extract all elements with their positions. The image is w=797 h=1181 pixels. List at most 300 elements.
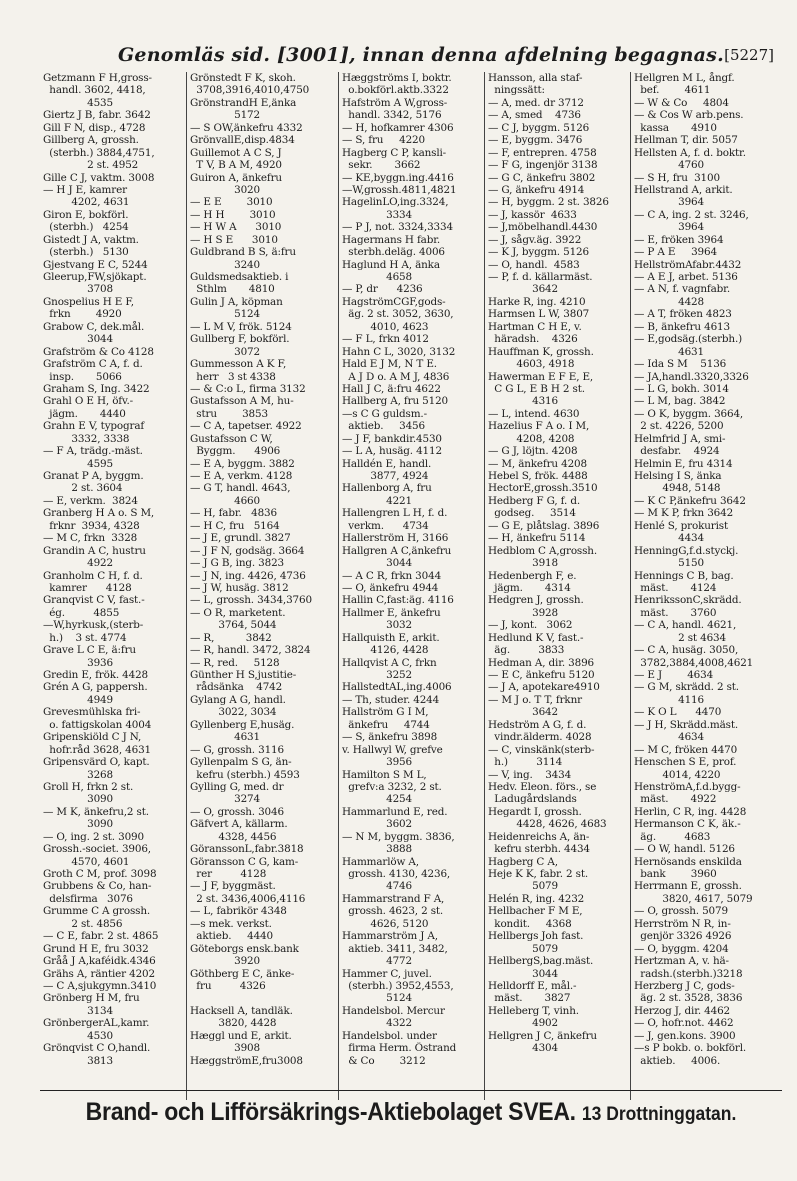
- directory-entry-line: 3134: [43, 1004, 113, 1017]
- directory-entry-line: 3642: [488, 283, 558, 296]
- directory-entry-line: — F G, ingenjör 3138: [488, 159, 598, 172]
- directory-entry-line: mäst. 4124: [634, 581, 717, 594]
- directory-entry-line: Guldbrand B S, ä:fru: [190, 246, 296, 259]
- directory-entry-line: 5079: [488, 880, 558, 893]
- directory-entry-line: Gyllenberg E,husäg.: [190, 718, 295, 731]
- directory-entry-line: Herrström N R, in-: [634, 917, 731, 930]
- directory-entry-line: aktieb. 3456: [342, 420, 425, 433]
- directory-entry-line: — K C P,änkefru 3642: [634, 494, 746, 507]
- directory-entry-line: 3044: [342, 557, 412, 570]
- directory-entry-line: 4208, 4208: [488, 432, 575, 445]
- directory-entry-line: — O, änkefru 4944: [342, 581, 439, 594]
- directory-entry-line: 4304: [488, 1042, 558, 1055]
- directory-entry-line: Granholm C H, f. d.: [43, 569, 143, 582]
- directory-entry-line: — H W A 3010: [190, 221, 282, 234]
- directory-entry-line: 5124: [190, 308, 260, 321]
- directory-column-1: [40, 72, 186, 1100]
- directory-entry-line: 4631: [190, 731, 260, 744]
- directory-entry-line: — J, sågv.äg. 3922: [488, 233, 582, 246]
- directory-entry-line: — O W, handl. 5126: [634, 843, 735, 856]
- directory-entry-line: godseg. 3514: [488, 507, 576, 520]
- directory-entry-line: — H, hofkamrer 4306: [342, 121, 454, 134]
- directory-entry-line: — A C R, frkn 3044: [342, 569, 442, 582]
- directory-entry-line: 4221: [342, 494, 412, 507]
- directory-entry-line: 2 st 4634: [634, 631, 726, 644]
- directory-entry-line: — J F, byggmäst.: [190, 880, 276, 893]
- directory-entry-line: Hegardt I, grossh.: [488, 805, 582, 818]
- directory-entry-line: 3918: [488, 557, 558, 570]
- directory-entry-line: — S, änkefru 3898: [342, 731, 438, 744]
- directory-entry-line: Groth C M, prof. 3098: [43, 868, 157, 880]
- directory-entry-line: — C A, husäg. 3050,: [634, 644, 739, 657]
- directory-entry-line: 4948, 5148: [634, 482, 721, 495]
- directory-entry-line: Hagberg C A,: [488, 855, 558, 868]
- directory-entry-line: — R, handl. 3472, 3824: [190, 644, 311, 657]
- directory-entry-line: 4760: [634, 159, 704, 172]
- directory-entry-line: — H, byggm. 2 st. 3826: [488, 196, 609, 209]
- directory-entry-line: 3708: [43, 283, 113, 296]
- directory-entry-line: Hallström G I M,: [342, 706, 429, 719]
- directory-entry-line: 4660: [190, 494, 260, 507]
- directory-entry-line: [190, 992, 335, 1004]
- directory-entry-line: Hammarström J A,: [342, 930, 438, 943]
- directory-entry-line: kefru (sterbh.) 4593: [190, 768, 300, 781]
- directory-entry-line: HæggströmE,fru3008: [190, 1054, 303, 1067]
- directory-entry-line: 3332, 3338: [43, 432, 130, 445]
- directory-entry-line: Gummesson A K F,: [190, 358, 287, 371]
- directory-entry-line: — L A, husäg. 4112: [342, 445, 442, 458]
- directory-entry-line: Grén A G, pappersh.: [43, 681, 148, 694]
- directory-columns: [40, 72, 782, 1100]
- directory-entry-line: 3782,3884,4008,4621: [634, 656, 754, 669]
- directory-entry-line: 4254: [342, 793, 412, 806]
- directory-entry-line: — P J, not. 3324,3334: [342, 221, 453, 234]
- directory-entry-line: frknr 3934, 4328: [43, 519, 140, 532]
- directory-entry-line: — L M V, frök. 5124: [190, 320, 292, 333]
- directory-entry-line: äg. 3833: [488, 644, 565, 657]
- page-number: [5227]: [724, 46, 774, 64]
- directory-entry-line: — M, änkefru 4208: [488, 457, 587, 470]
- directory-entry-line: — J F, bankdir.4530: [342, 432, 442, 445]
- directory-entry-line: Hagermans H fabr.: [342, 233, 441, 246]
- directory-column-3: [338, 72, 484, 1100]
- directory-entry-line: Grönqvist C O,handl.: [43, 1042, 151, 1055]
- directory-entry-line: 2 st. 4856: [43, 917, 123, 930]
- directory-entry-line: — G M, skrädd. 2 st.: [634, 681, 739, 694]
- directory-entry-line: Hauffman K, grossh.: [488, 345, 594, 358]
- directory-entry-line: — A T, fröken 4823: [634, 308, 732, 321]
- directory-entry-line: Grund H E, fru 3032: [43, 942, 149, 955]
- directory-entry-line: jägm. 4314: [488, 581, 571, 594]
- directory-entry-line: — C E, fabr. 2 st. 4865: [43, 930, 159, 943]
- directory-entry-line: 4535: [43, 96, 113, 109]
- directory-entry-line: — H, änkefru 5114: [488, 532, 586, 545]
- directory-entry-line: Heidenreichs A, än-: [488, 830, 590, 843]
- directory-entry-line: Gylling G, med. dr: [190, 780, 284, 793]
- directory-entry-line: kondit. 4368: [488, 917, 572, 930]
- directory-entry-line: Hedblom C A,grossh.: [488, 544, 597, 557]
- directory-entry-line: — J G B, ing. 3823: [190, 557, 285, 570]
- page-title: Genomläs sid. [3001], innan denna afdelning begagnas.: [118, 44, 724, 66]
- directory-entry-line: Handelsbol. under: [342, 1029, 437, 1042]
- directory-entry-line: Gredin E, frök. 4428: [43, 669, 148, 681]
- directory-entry-line: mäst. 3827: [488, 992, 571, 1005]
- directory-entry-line: Guldsmedsaktieb. i: [190, 271, 289, 283]
- directory-entry-line: 3877, 4924: [342, 470, 429, 482]
- directory-entry-line: T V, B A M, 4920: [190, 159, 282, 172]
- directory-entry-line: 3964: [634, 196, 704, 209]
- directory-entry-line: (sterbh.) 5130: [43, 246, 129, 259]
- directory-entry-line: & Co 3212: [342, 1054, 426, 1067]
- directory-entry-line: delsfirma 3076: [43, 892, 133, 905]
- directory-entry-line: Handelsbol. Mercur: [342, 1004, 445, 1017]
- directory-entry-line: Hallengren L H, f. d.: [342, 507, 448, 520]
- directory-entry-line: — L G, bokh. 3014: [634, 382, 729, 395]
- directory-entry-line: Helmin E, fru 4314: [634, 457, 733, 470]
- directory-entry-line: —s P bokb. o. bokförl.: [634, 1042, 747, 1055]
- directory-entry-line: — & C:o L, firma 3132: [190, 382, 306, 395]
- directory-entry-line: 4010, 4623: [342, 320, 429, 333]
- directory-entry-line: Hertzman A, v. hä-: [634, 955, 729, 968]
- directory-entry-line: 3908: [190, 1042, 260, 1055]
- directory-entry-line: hofr.råd 3628, 4631: [43, 743, 151, 756]
- directory-entry-line: Hebel S, frök. 4488: [488, 470, 588, 482]
- directory-entry-line: Harke R, ing. 4210: [488, 295, 586, 308]
- directory-entry-line: Gustafsson C W,: [190, 432, 273, 445]
- directory-entry-line: GrönbergerAL,kamr.: [43, 1017, 150, 1030]
- directory-entry-line: — J E, grundl. 3827: [190, 532, 291, 545]
- directory-entry-line: — H H 3010: [190, 208, 276, 221]
- directory-entry-line: Helén R, ing. 4232: [488, 892, 585, 905]
- directory-entry-line: — H, fabr. 4836: [190, 507, 277, 520]
- directory-entry-line: —s mek. verkst.: [190, 917, 272, 930]
- directory-entry-line: Grahn E V, typograf: [43, 420, 145, 433]
- directory-entry-line: Hahn C L, 3020, 3132: [342, 345, 456, 358]
- directory-entry-line: Hedgren J, grossh.: [488, 594, 584, 607]
- directory-entry-line: — K J, byggm. 5126: [488, 246, 589, 259]
- directory-entry-line: Hafström A W,gross-: [342, 96, 448, 109]
- directory-entry-line: Grahl O E H, öfv.-: [43, 395, 134, 408]
- directory-entry-line: genjör 3326 4926: [634, 930, 732, 943]
- directory-entry-line: 4658: [342, 271, 412, 283]
- directory-entry-line: Gille C J, vaktm. 3008: [43, 171, 155, 184]
- directory-entry-line: Grandin A C, hustru: [43, 544, 146, 557]
- directory-entry-line: GrönvallE,disp.4834: [190, 134, 295, 147]
- directory-entry-line: 3888: [342, 843, 412, 856]
- directory-entry-line: Hellstrand A, arkit.: [634, 183, 733, 196]
- directory-entry-line: 5150: [634, 557, 704, 570]
- directory-entry-line: Hazelius F A o. I M,: [488, 420, 590, 433]
- directory-entry-line: 3020: [190, 183, 260, 196]
- directory-entry-line: — O, handl. 4583: [488, 258, 580, 271]
- directory-entry-line: Granberg H A o. S M,: [43, 507, 155, 520]
- directory-entry-line: Hagberg C P, kansli-: [342, 146, 447, 159]
- directory-entry-line: Graham S, Ing. 3422: [43, 382, 150, 395]
- directory-entry-line: fru 4326: [190, 979, 266, 992]
- directory-entry-line: herr 3 st 4338: [190, 370, 276, 383]
- directory-entry-line: — M C, frkn 3328: [43, 532, 138, 545]
- directory-entry-line: Hellsten A, f. d. boktr.: [634, 146, 746, 159]
- directory-entry-line: häradsh. 4326: [488, 333, 578, 346]
- directory-entry-line: — Ida S M 5136: [634, 358, 727, 371]
- directory-entry-line: 4328, 4456: [190, 830, 277, 843]
- directory-entry-line: — V, ing. 3434: [488, 768, 572, 781]
- directory-entry-line: Hellman T, dir. 5057: [634, 134, 738, 147]
- directory-entry-line: Gillberg A, grossh.: [43, 134, 139, 147]
- directory-entry-line: (sterbh.) 4254: [43, 221, 129, 234]
- directory-entry-line: handl. 3602, 4418,: [43, 84, 146, 97]
- directory-column-4: [484, 72, 630, 1100]
- directory-entry-line: 3268: [43, 768, 113, 781]
- directory-entry-line: — S H, fru 3100: [634, 171, 720, 184]
- directory-entry-line: Hedv. Eleon. förs., se: [488, 780, 597, 793]
- directory-entry-line: 3044: [43, 333, 113, 346]
- directory-entry-line: — E J 4634: [634, 669, 714, 681]
- directory-entry-line: änkefru 4744: [342, 718, 430, 731]
- directory-entry-line: — P, dr 4236: [342, 283, 423, 296]
- directory-entry-line: — J,möbelhandl.4430: [488, 221, 598, 234]
- directory-entry-line: 3813: [43, 1054, 113, 1067]
- directory-entry-line: 5079: [488, 942, 558, 955]
- directory-entry-line: 5172: [190, 109, 260, 122]
- directory-entry-line: — M K P, frkn 3642: [634, 507, 734, 520]
- directory-entry-line: — A, med. dr 3712: [488, 96, 584, 109]
- directory-entry-line: — Th, studer. 4244: [342, 693, 440, 706]
- directory-entry-line: Haglund H A, änka: [342, 258, 440, 271]
- directory-column-5: [630, 72, 782, 1100]
- directory-entry-line: Hellgren M L, ångf.: [634, 72, 735, 84]
- directory-entry-line: Hald E J M, N T E.: [342, 358, 437, 371]
- directory-entry-line: 4014, 4220: [634, 768, 721, 781]
- directory-entry-line: — E C, änkefru 5120: [488, 669, 595, 681]
- directory-entry-line: HallstedtAL,ing.4006: [342, 681, 452, 694]
- directory-entry-line: Gjestvang E C, 5244: [43, 258, 148, 271]
- directory-entry-line: 4530: [43, 1029, 113, 1042]
- page-header: [40, 42, 780, 72]
- directory-entry-line: Gullberg F, bokförl.: [190, 333, 290, 346]
- directory-entry-line: 3708,3916,4010,4750: [190, 84, 310, 97]
- directory-entry-line: Herzberg J C, gods-: [634, 979, 735, 992]
- directory-entry-line: handl. 3342, 5176: [342, 109, 442, 122]
- directory-entry-line: — C A, handl. 4621,: [634, 619, 737, 632]
- directory-entry-line: 3820, 4428: [190, 1017, 277, 1030]
- directory-entry-line: Grönberg H M, fru: [43, 992, 140, 1005]
- directory-entry-line: — O, hofr.not. 4462: [634, 1017, 734, 1030]
- directory-entry-line: — G, änkefru 4914: [488, 183, 585, 196]
- directory-entry-line: mäst. 3760: [634, 606, 717, 619]
- directory-entry-line: Giron E, bokförl.: [43, 208, 129, 221]
- directory-entry-line: 3090: [43, 818, 113, 831]
- directory-entry-line: — E, verkm. 3824: [43, 494, 138, 507]
- directory-entry-line: — O, grossh. 5079: [634, 905, 728, 918]
- directory-entry-line: Hedenbergh F, e.: [488, 569, 577, 582]
- directory-entry-line: 3928: [488, 606, 558, 619]
- directory-entry-line: Günther H S,justitie-: [190, 669, 297, 681]
- directory-entry-line: — L, grossh. 3434,3760: [190, 594, 312, 607]
- directory-entry-line: o. fattigskolan 4004: [43, 718, 152, 731]
- directory-entry-line: Sthlm 4810: [190, 283, 275, 296]
- directory-entry-line: 3090: [43, 793, 113, 806]
- directory-entry-line: Hallquisth E, arkit.: [342, 631, 440, 644]
- directory-entry-line: 3820, 4617, 5079: [634, 892, 753, 905]
- directory-entry-line: Hartman C H E, v.: [488, 320, 582, 333]
- directory-entry-line: grefv:a 3232, 2 st.: [342, 780, 442, 793]
- directory-entry-line: — J N, ing. 4426, 4736: [190, 569, 306, 582]
- directory-entry-line: Hammer C, juvel.: [342, 967, 432, 980]
- directory-entry-line: — M K, änkefru,2 st.: [43, 805, 149, 818]
- directory-entry-line: — C J, byggm. 5126: [488, 121, 590, 134]
- directory-entry-line: 4902: [488, 1017, 558, 1030]
- directory-entry-line: Gäfvert A, källarm.: [190, 818, 288, 831]
- directory-entry-line: — E, fröken 3964: [634, 233, 724, 246]
- directory-entry-line: Hæggl und E, arkit.: [190, 1029, 292, 1042]
- directory-entry-line: — J W, husäg. 3812: [190, 581, 289, 594]
- directory-entry-line: Hallberg A, fru 5120: [342, 395, 448, 408]
- directory-entry-line: HagströmCGF,gods-: [342, 295, 446, 308]
- directory-entry-line: Hellbergs Joh fast.: [488, 930, 584, 943]
- directory-entry-line: — F L, frkn 4012: [342, 333, 429, 346]
- directory-entry-line: 4116: [634, 693, 704, 706]
- directory-entry-line: 4322: [342, 1017, 412, 1030]
- directory-entry-line: stru 3853: [190, 407, 268, 420]
- directory-entry-line: 4570, 4601: [43, 855, 130, 868]
- directory-entry-line: Grafström C A, f. d.: [43, 358, 143, 371]
- directory-entry-line: Hermanson C K, äk.-: [634, 818, 741, 831]
- directory-entry-line: Groll H, frkn 2 st.: [43, 780, 134, 793]
- directory-entry-line: Hallin C,fast:äg. 4116: [342, 594, 454, 607]
- directory-entry-line: — S, fru 4220: [342, 134, 425, 147]
- directory-entry-line: 4626, 5120: [342, 917, 429, 930]
- directory-entry-line: — C A, ing. 2 st. 3246,: [634, 208, 749, 221]
- directory-entry-line: Heje K K, fabr. 2 st.: [488, 868, 589, 880]
- directory-entry-line: vindr.älderm. 4028: [488, 731, 592, 744]
- directory-entry-line: kefru sterbh. 4434: [488, 843, 590, 856]
- directory-entry-line: aktieb. 3411, 3482,: [342, 942, 448, 955]
- directory-entry-line: HagelinLO,ing.3324,: [342, 196, 449, 209]
- directory-entry-line: — O R, marketent.: [190, 606, 286, 619]
- directory-entry-line: Getzmann F H,gross-: [43, 72, 152, 84]
- directory-entry-line: Hamilton S M L,: [342, 768, 427, 781]
- directory-entry-line: Hellgren J C, änkefru: [488, 1029, 597, 1042]
- directory-entry-line: — C, vinskänk(sterb-: [488, 743, 595, 756]
- directory-entry-line: 2 st. 4952: [43, 159, 139, 172]
- directory-entry-line: Gyllenpalm S G, än-: [190, 756, 292, 769]
- directory-entry-line: Helmfrid J A, smi-: [634, 432, 726, 445]
- directory-entry-line: Gistedt J A, vaktm.: [43, 233, 139, 246]
- directory-entry-line: Gråå J A,kaféidk.4346: [43, 955, 156, 968]
- directory-entry-line: — L, intend. 4630: [488, 407, 580, 420]
- directory-entry-line: Hedström A G, f. d.: [488, 718, 587, 731]
- directory-entry-line: radsh.(sterbh.)3218: [634, 967, 743, 980]
- directory-entry-line: Hallenborg A, fru: [342, 482, 432, 495]
- directory-entry-line: Hammarstrand F A,: [342, 892, 445, 905]
- directory-entry-line: 3964: [634, 221, 704, 234]
- directory-entry-line: 4634: [634, 731, 704, 744]
- directory-entry-line: Göthberg E C, änke-: [190, 967, 295, 980]
- directory-entry-line: aktieb. 4006.: [634, 1054, 721, 1067]
- directory-entry-line: Hansson, alla staf-: [488, 72, 583, 84]
- directory-entry-line: GrönstrandH E,änka: [190, 96, 297, 109]
- directory-entry-line: 4746: [342, 880, 412, 893]
- directory-entry-line: Herlin, C R, ing. 4428: [634, 805, 747, 818]
- directory-entry-line: Grumme C A grossh.: [43, 905, 151, 918]
- directory-entry-line: Hallgren A C,änkefru: [342, 544, 452, 557]
- directory-entry-line: Giertz J B, fabr. 3642: [43, 109, 151, 122]
- directory-entry-line: — K O L 4470: [634, 706, 722, 719]
- directory-entry-line: 3022, 3034: [190, 706, 277, 719]
- directory-entry-line: — C A, tapetser. 4922: [190, 420, 302, 433]
- directory-entry-line: grossh. 4623, 2 st.: [342, 905, 444, 918]
- directory-entry-line: 3334: [342, 208, 412, 221]
- directory-entry-line: Byggm. 4906: [190, 445, 281, 458]
- directory-entry-line: — N M, byggm. 3836,: [342, 830, 455, 843]
- directory-entry-line: jägm. 4440: [43, 407, 126, 420]
- directory-entry-line: Göteborgs ensk.bank: [190, 942, 299, 955]
- directory-entry-line: —W,grossh.4811,4821: [342, 183, 457, 196]
- directory-entry-line: Gleerup,FW,sjökapt.: [43, 271, 147, 283]
- directory-entry-line: äg. 2 st. 3528, 3836: [634, 992, 743, 1005]
- directory-entry-line: Göransson C G, kam-: [190, 855, 299, 868]
- directory-entry-line: — J F N, godsäg. 3664: [190, 544, 305, 557]
- directory-entry-line: 4631: [634, 345, 704, 358]
- directory-entry-line: firma Herm. Östrand: [342, 1042, 457, 1055]
- directory-entry-line: mäst. 4922: [634, 793, 717, 806]
- directory-entry-line: —W,hyrkusk,(sterb-: [43, 619, 144, 632]
- directory-entry-line: — P A E 3964: [634, 246, 717, 259]
- directory-entry-line: C G L, E B H 2 st.: [488, 382, 585, 395]
- directory-entry-line: —s C G guldsm.-: [342, 407, 427, 420]
- directory-entry-line: Grevesmühlska fri-: [43, 706, 141, 719]
- directory-entry-line: 2 st. 3436,4006,4116: [190, 892, 306, 905]
- directory-entry-line: — F A, trädg.-mäst.: [43, 445, 143, 458]
- directory-entry-line: 4603, 4918: [488, 358, 575, 371]
- directory-entry-line: 4595: [43, 457, 113, 470]
- directory-entry-line: — A E J, arbet. 5136: [634, 271, 738, 283]
- directory-entry-line: Gripenskiöld C J N,: [43, 731, 142, 744]
- directory-entry-line: — J, kassör 4633: [488, 208, 577, 221]
- directory-entry-line: h.) 3 st. 4774: [43, 631, 127, 644]
- directory-entry-line: Halldén E, handl.: [342, 457, 432, 470]
- directory-entry-line: Hammarlund E, red.: [342, 805, 448, 818]
- directory-entry-line: 3642: [488, 706, 558, 719]
- directory-entry-line: Hedberg F G, f. d.: [488, 494, 580, 507]
- directory-entry-line: Henlé S, prokurist: [634, 519, 728, 532]
- directory-entry-line: Helldorff E, mål.-: [488, 979, 577, 992]
- directory-entry-line: 3044: [488, 967, 558, 980]
- directory-entry-line: HellbergS,bag.mäst.: [488, 955, 594, 968]
- directory-entry-line: 4316: [488, 395, 558, 408]
- directory-entry-line: desfabr. 4924: [634, 445, 720, 458]
- directory-entry-line: ég. 4855: [43, 606, 120, 619]
- directory-entry-line: HenrikssonC,skrädd.: [634, 594, 742, 607]
- directory-entry-line: — E E 3010: [190, 196, 273, 209]
- directory-entry-line: Henschen S E, prof.: [634, 756, 737, 769]
- directory-entry-line: äg. 4683: [634, 830, 711, 843]
- directory-entry-line: — M C, fröken 4470: [634, 743, 738, 756]
- directory-entry-line: Gustafsson A M, hu-: [190, 395, 294, 408]
- directory-entry-line: — L M, bag. 3842: [634, 395, 726, 408]
- directory-entry-line: Guillemot A C S, J: [190, 146, 282, 159]
- directory-entry-line: Hammarlöw A,: [342, 855, 419, 868]
- directory-entry-line: HenningG,f.d.styckj.: [634, 544, 739, 557]
- advertisement-company: Brand- och Lifförsäkrings-Aktiebolaget SVEA.: [85, 1098, 576, 1126]
- directory-entry-line: — JA,handl.3320,3326: [634, 370, 749, 383]
- directory-entry-line: — F, entrepren. 4758: [488, 146, 597, 159]
- directory-entry-line: — G T, handl. 4643,: [190, 482, 291, 495]
- directory-entry-line: Gill F N, disp., 4728: [43, 121, 146, 134]
- directory-entry-line: (sterbh.) 3884,4751,: [43, 146, 155, 159]
- directory-entry-line: Grubbens & Co, han-: [43, 880, 152, 893]
